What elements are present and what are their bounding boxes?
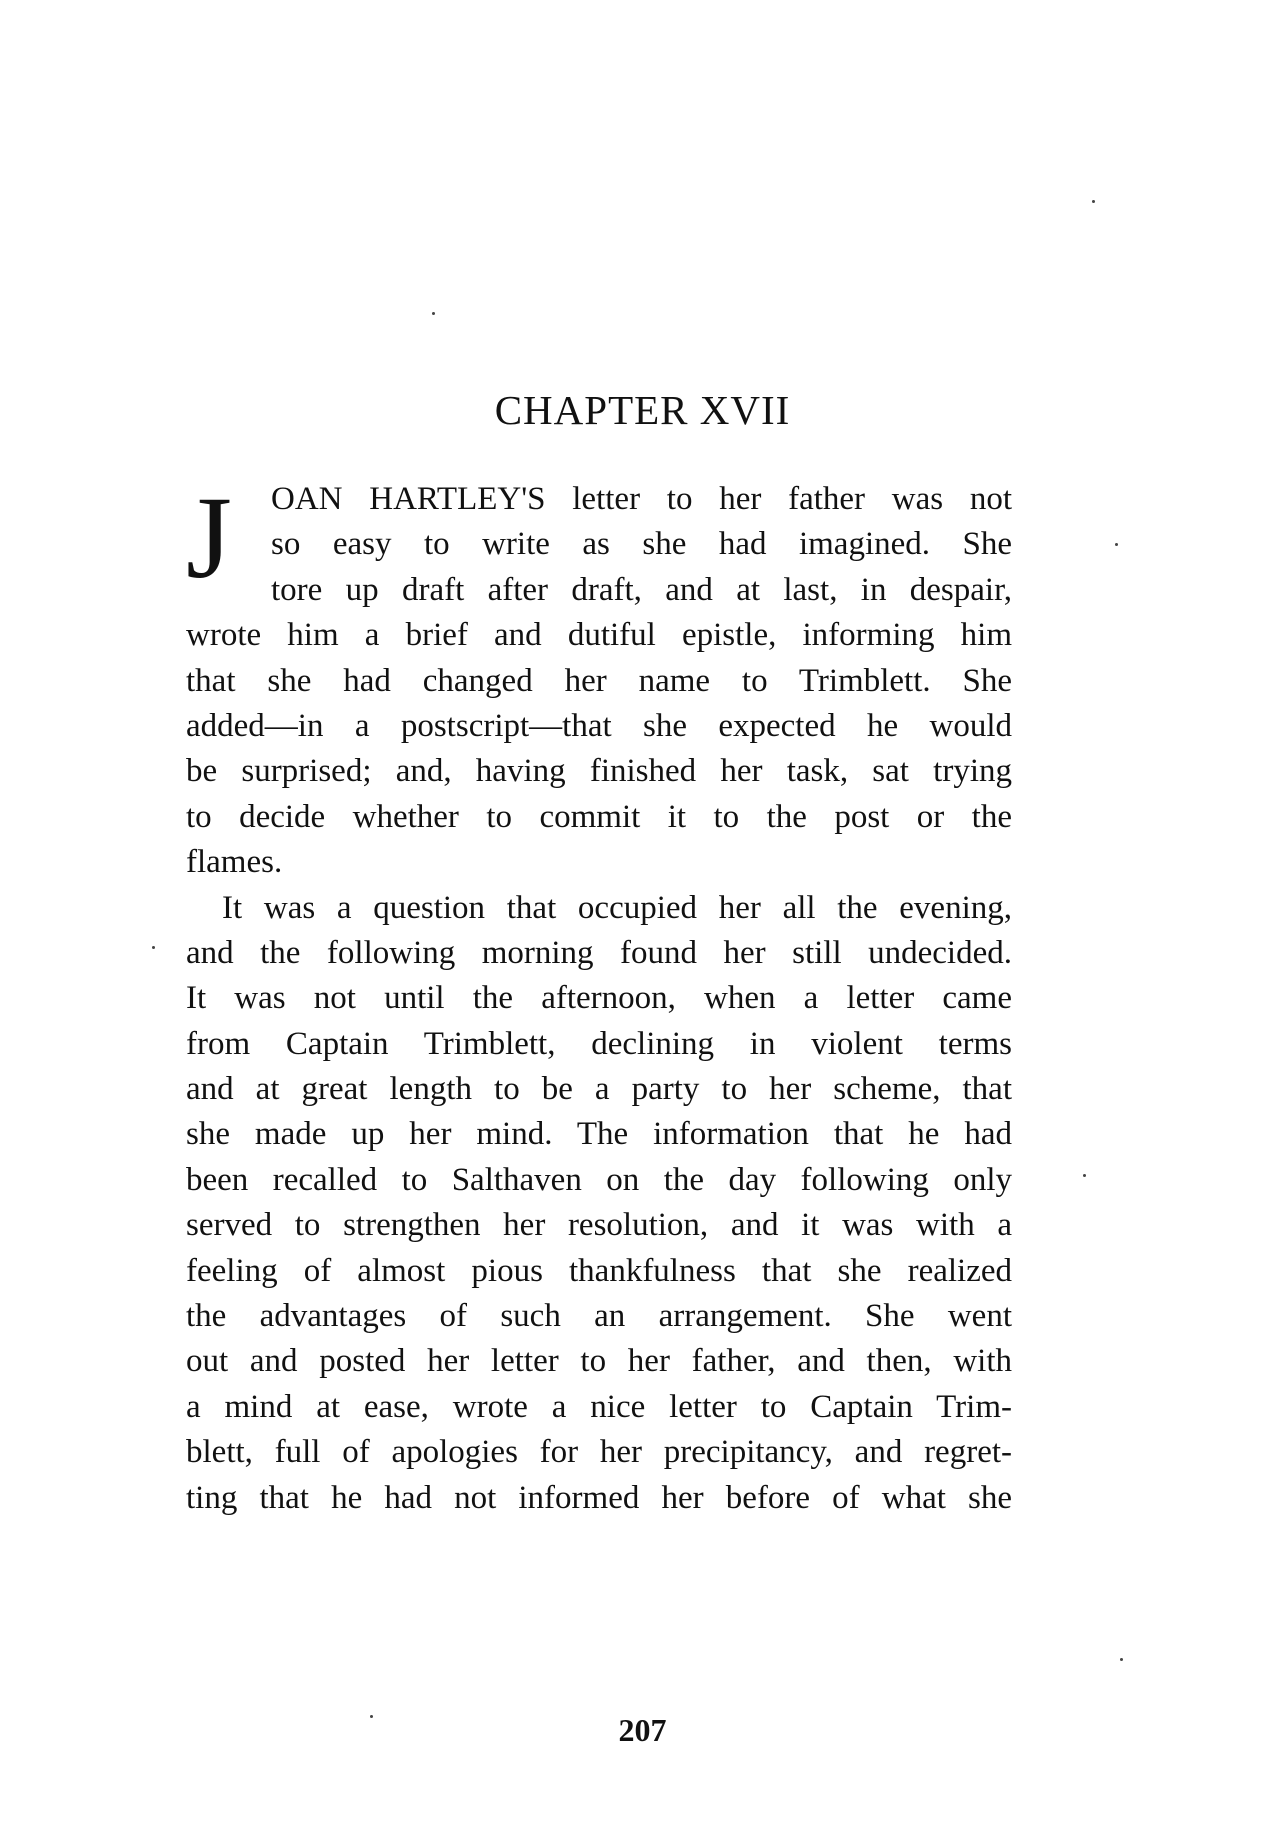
text-line: It was not until the afternoon, when a letter came — [186, 980, 1012, 1017]
chapter-heading: CHAPTER XVII — [494, 387, 791, 433]
page-number: 207 — [618, 1712, 667, 1748]
text-line: to decide whether to commit it to the post or the — [186, 798, 1012, 835]
scan-speck — [1092, 200, 1095, 203]
text-line: and the following morning found her still undecided. — [186, 934, 1012, 971]
scan-speck — [1120, 1658, 1123, 1661]
text-line: out and posted her letter to her father, and then, with — [186, 1343, 1012, 1380]
text-line: ting that he had not informed her before of what she — [186, 1479, 1012, 1516]
text-line: It was a question that occupied her all the evening, — [222, 889, 1012, 926]
scan-speck — [370, 1715, 373, 1718]
text-line: flames. — [186, 844, 283, 881]
text-line: blett, full of apologies for her precipitancy, and regret- — [186, 1434, 1012, 1471]
text-line: and at great length to be a party to her scheme, that — [186, 1071, 1012, 1108]
drop-cap: J — [186, 472, 232, 603]
text-line: added—in a postscript—that she expected he would — [186, 707, 1012, 744]
text-line: feeling of almost pious thankfulness that she realized — [186, 1252, 1012, 1289]
text-line: been recalled to Salthaven on the day following only — [186, 1161, 1012, 1198]
scan-speck — [1083, 1174, 1086, 1177]
text-line: from Captain Trimblett, declining in violent terms — [186, 1025, 1012, 1062]
text-line: she made up her mind. The information that he had — [186, 1116, 1012, 1153]
text-line: be surprised; and, having finished her task, sat trying — [186, 753, 1012, 790]
text-line: so easy to write as she had imagined. She — [271, 526, 1012, 563]
text-line: wrote him a brief and dutiful epistle, informing him — [186, 617, 1012, 654]
scan-speck — [432, 312, 435, 315]
text-line: served to strengthen her resolution, and it was with a — [186, 1207, 1012, 1244]
text-line: OAN HARTLEY'S letter to her father was not — [271, 481, 1012, 517]
text-line: the advantages of such an arrangement. She went — [186, 1298, 1012, 1335]
text-line: a mind at ease, wrote a nice letter to Captain Trim- — [186, 1388, 1012, 1425]
text-line: tore up draft after draft, and at last, in despair, — [271, 571, 1012, 608]
text-line: that she had changed her name to Trimblett. She — [186, 662, 1012, 699]
body-text — [186, 472, 1012, 1521]
scan-speck — [152, 946, 155, 949]
scan-speck — [1115, 543, 1118, 546]
